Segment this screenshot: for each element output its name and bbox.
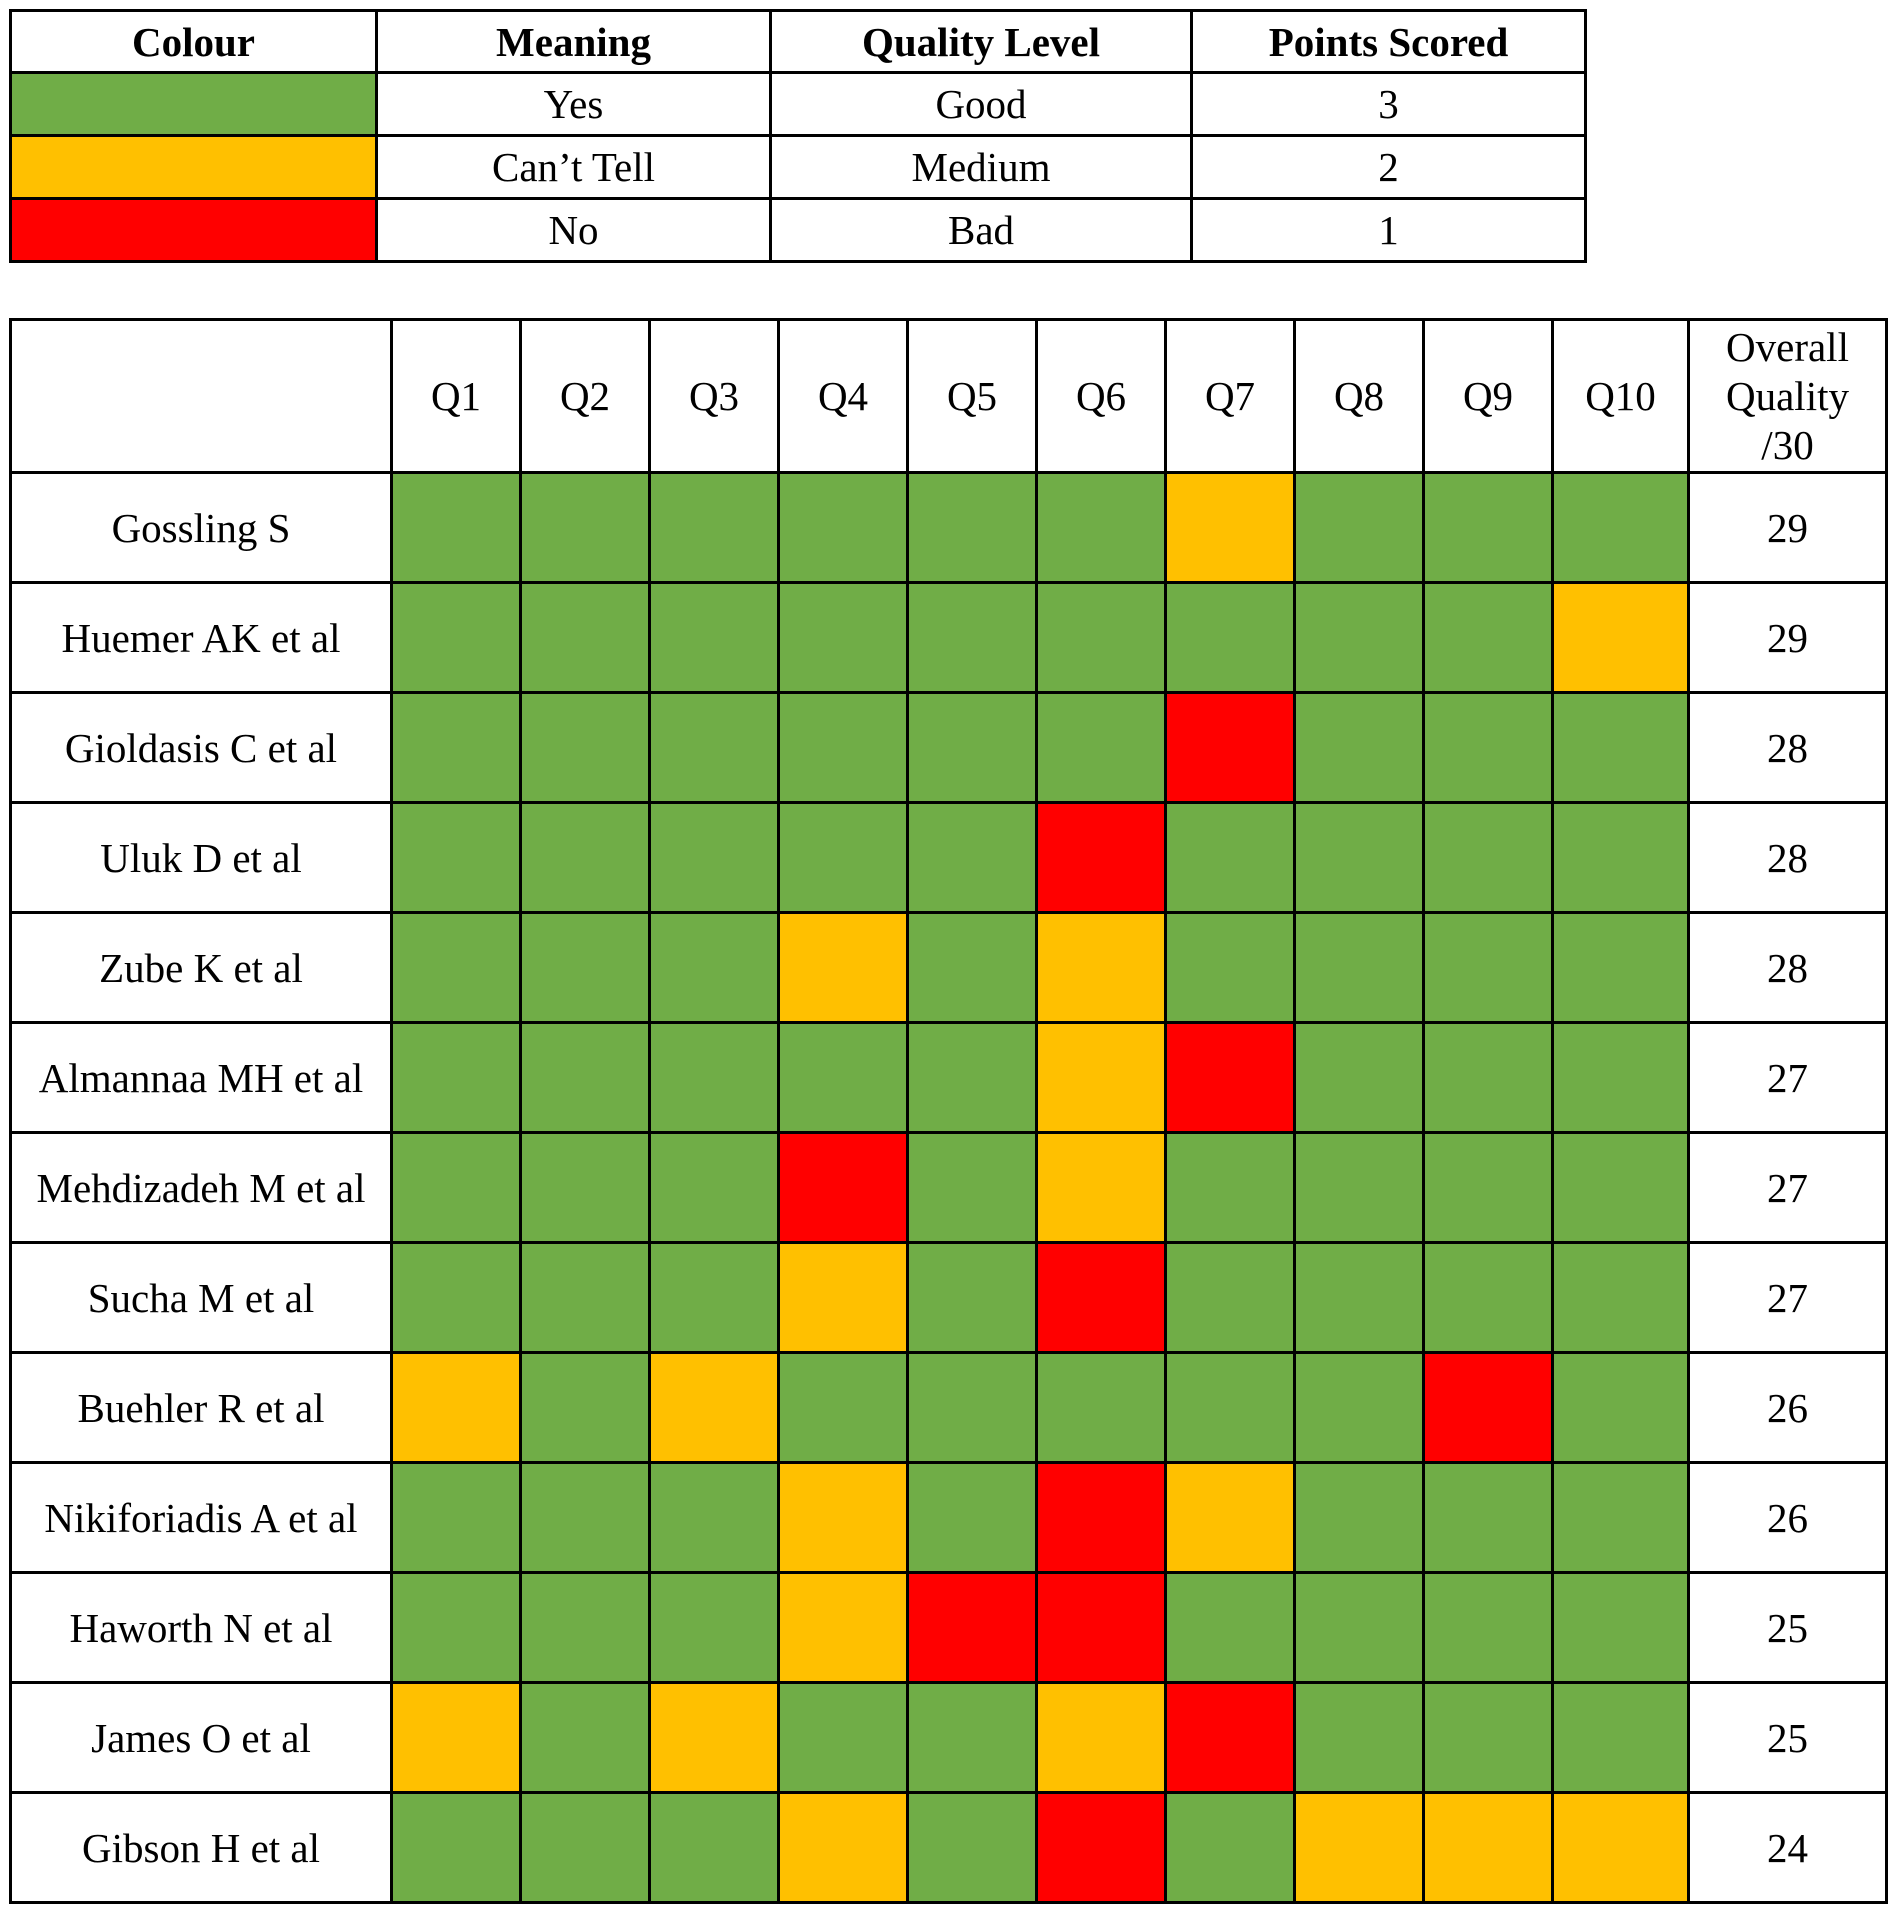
rating-cell-q3 [650,1243,779,1353]
study-row [11,583,1887,693]
rating-cell-q7 [1166,803,1295,913]
rating-cell-q3 [650,1353,779,1463]
rating-cell-q4 [779,1353,908,1463]
rating-cell-q6 [1037,1133,1166,1243]
rating-cell-q4 [779,1793,908,1903]
legend-meaning: Yes [377,73,771,136]
rating-cell-q10 [1553,1243,1689,1353]
question-header-q7: Q7 [1166,320,1295,473]
question-header-q10: Q10 [1553,320,1689,473]
rating-cell-q1 [392,803,521,913]
study-name: Almannaa MH et al [11,1023,392,1133]
question-header-q4: Q4 [779,320,908,473]
study-name: Haworth N et al [11,1573,392,1683]
legend-row [11,73,1586,136]
rating-cell-q6 [1037,1793,1166,1903]
rating-cell-q7 [1166,913,1295,1023]
quality-body [11,473,1887,1903]
rating-cell-q5 [908,803,1037,913]
rating-cell-q2 [521,1133,650,1243]
rating-cell-q6 [1037,693,1166,803]
rating-cell-q6 [1037,1683,1166,1793]
rating-cell-q4 [779,1463,908,1573]
rating-cell-q10 [1553,583,1689,693]
rating-cell-q8 [1295,1133,1424,1243]
rating-cell-q5 [908,1683,1037,1793]
study-name: Mehdizadeh M et al [11,1133,392,1243]
rating-cell-q3 [650,473,779,583]
rating-cell-q10 [1553,1023,1689,1133]
study-row [11,473,1887,583]
legend-colour-swatch [11,199,377,262]
study-row [11,1243,1887,1353]
rating-cell-q1 [392,473,521,583]
legend-points: 1 [1192,199,1586,262]
rating-cell-q2 [521,1463,650,1573]
rating-cell-q4 [779,1683,908,1793]
overall-quality-header-line: /30 [1761,421,1814,468]
rating-cell-q5 [908,583,1037,693]
study-row [11,1023,1887,1133]
rating-cell-q6 [1037,1573,1166,1683]
rating-cell-q1 [392,1793,521,1903]
legend-quality-level: Good [771,73,1192,136]
overall-score: 26 [1689,1463,1887,1573]
rating-cell-q3 [650,803,779,913]
rating-cell-q5 [908,473,1037,583]
rating-cell-q3 [650,583,779,693]
quality-assessment-table [9,318,1888,1904]
rating-cell-q1 [392,1133,521,1243]
rating-cell-q5 [908,693,1037,803]
question-header-q9: Q9 [1424,320,1553,473]
rating-cell-q10 [1553,1133,1689,1243]
study-row [11,1793,1887,1903]
study-header-blank [11,320,392,473]
rating-cell-q2 [521,1023,650,1133]
rating-cell-q1 [392,693,521,803]
study-name: Uluk D et al [11,803,392,913]
rating-cell-q7 [1166,693,1295,803]
rating-cell-q1 [392,1463,521,1573]
rating-cell-q9 [1424,913,1553,1023]
rating-cell-q5 [908,1793,1037,1903]
rating-cell-q5 [908,1133,1037,1243]
rating-cell-q4 [779,1133,908,1243]
rating-cell-q4 [779,583,908,693]
legend-points: 2 [1192,136,1586,199]
legend-header-colour: Colour [11,11,377,73]
overall-score: 26 [1689,1353,1887,1463]
overall-score: 27 [1689,1243,1887,1353]
rating-cell-q6 [1037,583,1166,693]
rating-cell-q2 [521,473,650,583]
legend-meaning: Can’t Tell [377,136,771,199]
overall-score: 25 [1689,1683,1887,1793]
rating-cell-q5 [908,1243,1037,1353]
rating-cell-q2 [521,913,650,1023]
rating-cell-q6 [1037,1023,1166,1133]
rating-cell-q1 [392,1683,521,1793]
rating-cell-q10 [1553,693,1689,803]
overall-quality-header [1689,320,1887,473]
study-name: Sucha M et al [11,1243,392,1353]
rating-cell-q1 [392,1243,521,1353]
study-name: Gioldasis C et al [11,693,392,803]
study-row [11,803,1887,913]
legend-points: 3 [1192,73,1586,136]
rating-cell-q8 [1295,1463,1424,1573]
rating-cell-q5 [908,1463,1037,1573]
rating-cell-q4 [779,1573,908,1683]
question-header-q1: Q1 [392,320,521,473]
rating-cell-q8 [1295,1793,1424,1903]
rating-cell-q1 [392,583,521,693]
rating-cell-q8 [1295,693,1424,803]
rating-cell-q6 [1037,803,1166,913]
study-row [11,693,1887,803]
rating-cell-q3 [650,1023,779,1133]
study-name: Gossling S [11,473,392,583]
overall-score: 27 [1689,1133,1887,1243]
study-row [11,1133,1887,1243]
study-name: Zube K et al [11,913,392,1023]
rating-cell-q7 [1166,1023,1295,1133]
rating-cell-q4 [779,1243,908,1353]
rating-cell-q3 [650,1463,779,1573]
question-header-q2: Q2 [521,320,650,473]
rating-cell-q6 [1037,1353,1166,1463]
rating-cell-q8 [1295,1683,1424,1793]
rating-cell-q2 [521,693,650,803]
legend-header-meaning: Meaning [377,11,771,73]
legend-header-quality-level: Quality Level [771,11,1192,73]
rating-cell-q7 [1166,1353,1295,1463]
study-row [11,913,1887,1023]
overall-score: 29 [1689,583,1887,693]
rating-cell-q6 [1037,1243,1166,1353]
rating-cell-q9 [1424,693,1553,803]
question-header-q5: Q5 [908,320,1037,473]
rating-cell-q2 [521,803,650,913]
rating-cell-q3 [650,1133,779,1243]
overall-score: 25 [1689,1573,1887,1683]
rating-cell-q2 [521,1353,650,1463]
rating-cell-q6 [1037,473,1166,583]
rating-cell-q2 [521,1683,650,1793]
study-name: Gibson H et al [11,1793,392,1903]
question-header-q6: Q6 [1037,320,1166,473]
rating-cell-q10 [1553,1683,1689,1793]
legend-meaning: No [377,199,771,262]
rating-cell-q7 [1166,1133,1295,1243]
rating-cell-q10 [1553,473,1689,583]
rating-cell-q9 [1424,1133,1553,1243]
legend-body [11,73,1586,262]
rating-cell-q7 [1166,1683,1295,1793]
rating-cell-q10 [1553,913,1689,1023]
rating-cell-q9 [1424,1463,1553,1573]
rating-cell-q5 [908,1353,1037,1463]
rating-cell-q3 [650,913,779,1023]
legend-header-points-scored: Points Scored [1192,11,1586,73]
rating-cell-q10 [1553,1793,1689,1903]
question-header-q8: Q8 [1295,320,1424,473]
overall-score: 28 [1689,693,1887,803]
overall-score: 27 [1689,1023,1887,1133]
rating-cell-q10 [1553,803,1689,913]
rating-cell-q3 [650,1683,779,1793]
rating-cell-q9 [1424,1023,1553,1133]
rating-cell-q2 [521,1243,650,1353]
legend-quality-level: Bad [771,199,1192,262]
legend-table [9,9,1587,263]
study-name: Buehler R et al [11,1353,392,1463]
legend-row [11,199,1586,262]
legend-row [11,136,1586,199]
rating-cell-q8 [1295,1573,1424,1683]
rating-cell-q8 [1295,473,1424,583]
rating-cell-q9 [1424,583,1553,693]
rating-cell-q10 [1553,1463,1689,1573]
rating-cell-q4 [779,1023,908,1133]
rating-cell-q8 [1295,913,1424,1023]
overall-quality-header-line: Quality [1726,372,1849,419]
rating-cell-q7 [1166,1243,1295,1353]
rating-cell-q4 [779,803,908,913]
study-name: Huemer AK et al [11,583,392,693]
overall-score: 28 [1689,803,1887,913]
rating-cell-q8 [1295,583,1424,693]
rating-cell-q4 [779,473,908,583]
rating-cell-q2 [521,1793,650,1903]
rating-cell-q9 [1424,1683,1553,1793]
study-row [11,1683,1887,1793]
rating-cell-q4 [779,693,908,803]
legend-header-row [11,11,1586,73]
overall-score: 29 [1689,473,1887,583]
rating-cell-q8 [1295,1243,1424,1353]
rating-cell-q4 [779,913,908,1023]
rating-cell-q3 [650,1793,779,1903]
rating-cell-q7 [1166,1463,1295,1573]
rating-cell-q10 [1553,1353,1689,1463]
rating-cell-q8 [1295,1353,1424,1463]
legend-colour-swatch [11,136,377,199]
rating-cell-q5 [908,1023,1037,1133]
overall-score: 28 [1689,913,1887,1023]
rating-cell-q6 [1037,913,1166,1023]
rating-cell-q2 [521,583,650,693]
rating-cell-q9 [1424,1243,1553,1353]
rating-cell-q5 [908,1573,1037,1683]
study-row [11,1353,1887,1463]
rating-cell-q5 [908,913,1037,1023]
rating-cell-q10 [1553,1573,1689,1683]
study-name: Nikiforiadis A et al [11,1463,392,1573]
rating-cell-q8 [1295,1023,1424,1133]
study-row [11,1463,1887,1573]
rating-cell-q3 [650,1573,779,1683]
rating-cell-q7 [1166,1793,1295,1903]
question-header-q3: Q3 [650,320,779,473]
rating-cell-q9 [1424,1793,1553,1903]
rating-cell-q1 [392,1573,521,1683]
rating-cell-q9 [1424,1573,1553,1683]
rating-cell-q9 [1424,473,1553,583]
rating-cell-q7 [1166,583,1295,693]
study-row [11,1573,1887,1683]
legend-colour-swatch [11,73,377,136]
rating-cell-q9 [1424,1353,1553,1463]
rating-cell-q1 [392,913,521,1023]
rating-cell-q6 [1037,1463,1166,1573]
rating-cell-q7 [1166,473,1295,583]
overall-quality-header-line: Overall [1726,323,1849,370]
study-name: James O et al [11,1683,392,1793]
rating-cell-q7 [1166,1573,1295,1683]
overall-score: 24 [1689,1793,1887,1903]
rating-cell-q1 [392,1023,521,1133]
rating-cell-q9 [1424,803,1553,913]
rating-cell-q1 [392,1353,521,1463]
legend-quality-level: Medium [771,136,1192,199]
rating-cell-q2 [521,1573,650,1683]
rating-cell-q3 [650,693,779,803]
rating-cell-q8 [1295,803,1424,913]
quality-header-row [11,320,1887,473]
